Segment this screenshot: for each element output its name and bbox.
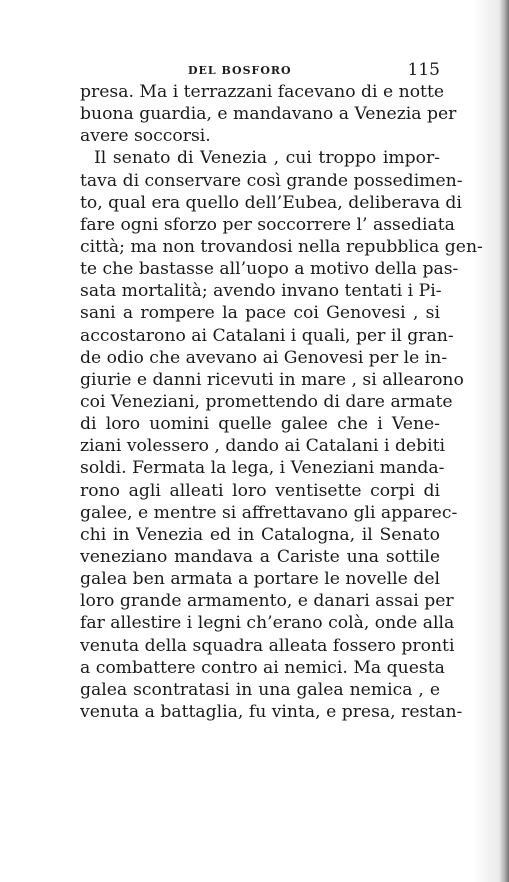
text-line: galea scontratasi in una galea nemica , e — [80, 679, 440, 700]
text-line: fare ogni sforzo per soccorrere l’ assediata — [80, 214, 455, 235]
text-line: sata mortalità; avendo invano tentati i Pi- — [80, 281, 442, 302]
text-line: città; ma non trovandosi nella repubblica gen- — [80, 236, 483, 257]
text-line: far allestire i legni ch’erano colà, onde alla — [80, 613, 455, 634]
text-line: giurie e danni ricevuti in mare , si allearono — [80, 369, 464, 390]
text-line: to, qual era quello dell’Eubea, deliberava di — [80, 192, 462, 213]
text-line: tava di conservare così grande possedimen- — [80, 170, 463, 191]
running-head: DEL BOSFORO — [188, 64, 292, 77]
body-text — [80, 81, 483, 723]
page-number: 115 — [407, 60, 440, 80]
text-line: Il senato di Venezia , cui troppo impor- — [94, 148, 440, 169]
text-line: rono agli alleati loro ventisette corpi di — [80, 480, 440, 501]
text-line: te che bastasse all’uopo a motivo della pas- — [80, 259, 459, 280]
text-line: soldi. Fermata la lega, i Veneziani manda- — [80, 458, 445, 479]
text-line: coi Veneziani, promettendo di dare armate — [80, 391, 453, 412]
text-line: galee, e mentre si affrettavano gli apparec- — [80, 502, 458, 523]
text-line: veneziano mandava a Cariste una sottile — [80, 546, 440, 567]
text-line: a combattere contro ai nemici. Ma questa — [80, 657, 445, 678]
page-edge-shadow — [499, 0, 509, 882]
text-line: presa. Ma i terrazzani facevano di e notte — [80, 82, 445, 102]
text-line: di loro uomini quelle galee che i Vene- — [80, 414, 440, 435]
text-line: galea ben armata a portare le novelle del — [80, 569, 440, 590]
text-line: venuta della squadra alleata fossero pronti — [80, 635, 455, 656]
page-header — [80, 62, 440, 82]
text-line: loro grande armamento, e danari assai per — [80, 591, 454, 612]
text-line: venuta a battaglia, fu vinta, e presa, restan- — [80, 701, 463, 722]
text-line: sani a rompere la pace coi Genovesi , si — [80, 303, 440, 324]
text-line: avere soccorsi. — [80, 126, 211, 147]
text-line: ziani volessero , dando ai Catalani i debiti — [80, 436, 446, 457]
text-line: accostarono ai Catalani i quali, per il gran- — [80, 325, 454, 346]
text-line: buona guardia, e mandavano a Venezia per — [80, 104, 457, 125]
text-line: de odio che avevano ai Genovesi per le in- — [80, 347, 448, 368]
text-line: chi in Venezia ed in Catalogna, il Senato — [80, 524, 440, 545]
